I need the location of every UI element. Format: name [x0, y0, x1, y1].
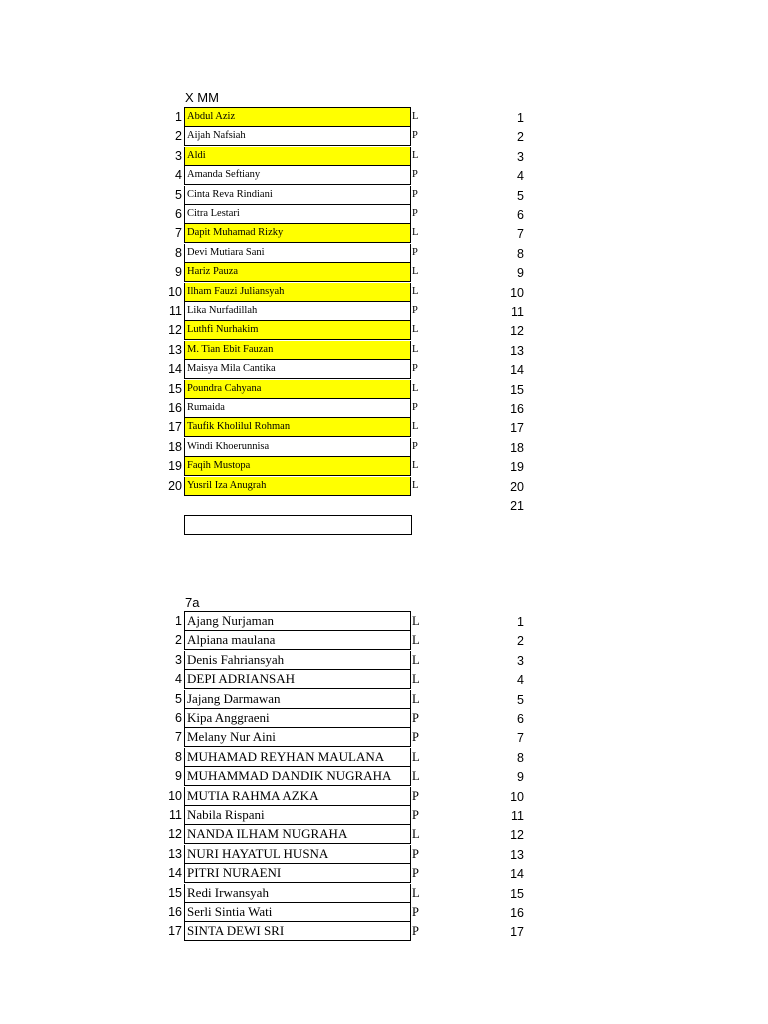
count-cell[interactable]: 5	[517, 692, 524, 707]
row-number: 14	[168, 866, 182, 881]
gender-cell[interactable]: P	[412, 169, 418, 181]
count-cell[interactable]: 1	[517, 111, 524, 125]
gender-cell[interactable]: P	[412, 846, 419, 861]
row-number: 17	[168, 420, 182, 435]
count-cell[interactable]: 2	[517, 130, 524, 145]
student-name-cell[interactable]: M. Tian Ebit Fauzan	[184, 341, 411, 360]
gender-cell[interactable]: P	[412, 730, 419, 745]
row-number: 10	[168, 284, 182, 299]
table-row	[0, 612, 768, 631]
count-cell[interactable]: 4	[517, 169, 524, 184]
row-number: 1	[175, 614, 182, 628]
gender-cell[interactable]: P	[412, 788, 419, 803]
row-number: 20	[168, 478, 182, 493]
table-row	[0, 806, 768, 825]
student-name-cell[interactable]: Serli Sintia Wati	[184, 903, 411, 922]
count-cell[interactable]: 9	[517, 266, 524, 281]
gender-cell[interactable]: L	[412, 227, 419, 239]
count-cell[interactable]: 15	[510, 886, 524, 901]
table-row	[0, 108, 768, 127]
student-name-cell[interactable]: Amanda Seftiany	[184, 166, 411, 185]
gender-cell[interactable]: L	[412, 749, 420, 764]
row-number: 9	[175, 265, 182, 280]
student-name-cell[interactable]: MUHAMMAD DANDIK NUGRAHA	[184, 767, 411, 786]
row-number: 15	[168, 381, 182, 396]
row-number: 3	[175, 652, 182, 667]
count-cell[interactable]: 3	[517, 149, 524, 164]
table-row	[0, 903, 768, 922]
table-row	[0, 748, 768, 767]
gender-cell[interactable]: P	[412, 246, 418, 258]
gender-cell[interactable]: L	[412, 479, 419, 491]
gender-cell[interactable]: P	[412, 440, 418, 452]
gender-cell[interactable]: L	[412, 672, 420, 687]
student-name-cell[interactable]: Aijah Nafsiah	[184, 127, 411, 146]
gender-cell[interactable]: L	[412, 421, 419, 433]
section-title: X MM	[185, 90, 219, 105]
table-row	[0, 399, 768, 418]
row-number: 16	[168, 905, 182, 919]
gender-cell[interactable]: L	[412, 324, 419, 336]
table-row	[0, 166, 768, 185]
row-number: 10	[168, 788, 182, 803]
table-row	[0, 418, 768, 437]
count-cell[interactable]: 13	[510, 343, 524, 358]
row-number: 18	[168, 439, 182, 454]
row-number: 11	[169, 808, 182, 822]
table-row	[0, 709, 768, 728]
table-row	[0, 341, 768, 360]
gender-cell[interactable]: L	[412, 885, 420, 900]
student-name-cell[interactable]: Yusril Iza Anugrah	[184, 477, 411, 496]
row-number: 11	[169, 304, 182, 318]
table-row	[0, 224, 768, 243]
student-name-cell[interactable]: Cinta Reva Rindiani	[184, 186, 411, 205]
table-row	[0, 186, 768, 205]
student-name-cell[interactable]: Alpiana maulana	[184, 631, 411, 650]
table-row	[0, 670, 768, 689]
gender-cell[interactable]: L	[412, 343, 419, 355]
student-name-cell[interactable]: Lika Nurfadillah	[184, 302, 411, 321]
row-number: 13	[168, 846, 182, 861]
count-cell[interactable]: 11	[511, 305, 524, 319]
student-name-cell[interactable]: Rumaida	[184, 399, 411, 418]
table-row	[0, 787, 768, 806]
count-cell[interactable]: 10	[510, 285, 524, 300]
row-number: 4	[175, 672, 182, 687]
gender-cell[interactable]: P	[412, 711, 419, 725]
table-row	[0, 922, 768, 941]
student-name-cell[interactable]: Windi Khoerunnisa	[184, 438, 411, 457]
row-number: 3	[175, 148, 182, 163]
gender-cell[interactable]: L	[412, 652, 420, 667]
student-name-cell[interactable]: Luthfi Nurhakim	[184, 321, 411, 340]
table-row	[0, 360, 768, 379]
table-row	[0, 321, 768, 340]
gender-cell[interactable]: L	[412, 614, 420, 628]
row-number: 16	[168, 401, 182, 415]
table-row	[0, 845, 768, 864]
student-name-cell[interactable]: Poundra Cahyana	[184, 380, 411, 399]
student-name-cell[interactable]: Kipa Anggraeni	[184, 709, 411, 728]
row-number: 14	[168, 362, 182, 377]
student-name-cell[interactable]: DEPI ADRIANSAH	[184, 670, 411, 689]
row-number: 8	[175, 749, 182, 764]
gender-cell[interactable]: P	[412, 130, 418, 142]
row-number: 9	[175, 769, 182, 784]
gender-cell[interactable]: L	[412, 111, 419, 122]
student-name-cell[interactable]: Jajang Darmawan	[184, 690, 411, 709]
table-row	[0, 884, 768, 903]
table-row	[0, 690, 768, 709]
row-number: 7	[175, 730, 182, 745]
gender-cell[interactable]: P	[412, 905, 419, 919]
table-row	[0, 127, 768, 146]
student-name-cell[interactable]: Redi Irwansyah	[184, 884, 411, 903]
table-row	[0, 302, 768, 321]
table-row	[0, 728, 768, 747]
gender-cell[interactable]: L	[412, 285, 419, 297]
count-cell[interactable]: 15	[510, 382, 524, 397]
empty-cell[interactable]	[184, 515, 412, 535]
row-number: 13	[168, 342, 182, 357]
student-name-cell[interactable]: Devi Mutiara Sani	[184, 244, 411, 263]
student-name-cell[interactable]: Abdul Aziz	[184, 107, 411, 127]
gender-cell[interactable]: P	[412, 924, 419, 939]
gender-cell[interactable]: L	[412, 460, 419, 472]
table-row	[0, 205, 768, 224]
count-cell[interactable]: 14	[510, 363, 524, 378]
gender-cell[interactable]: P	[412, 305, 418, 316]
count-cell[interactable]: 13	[510, 847, 524, 862]
student-name-cell[interactable]: Taufik Kholilul Rohman	[184, 418, 411, 437]
table-row	[0, 438, 768, 457]
row-number: 6	[175, 711, 182, 725]
table-row	[0, 767, 768, 786]
row-number: 2	[175, 129, 182, 144]
table-row	[0, 283, 768, 302]
count-cell[interactable]: 11	[511, 809, 524, 823]
gender-cell[interactable]: L	[412, 633, 420, 648]
count-cell[interactable]: 14	[510, 867, 524, 882]
section-title: 7a	[185, 595, 200, 610]
table-row	[0, 631, 768, 650]
count-cell[interactable]: 16	[510, 906, 524, 920]
gender-cell[interactable]: L	[412, 769, 420, 784]
count-cell[interactable]: 8	[517, 246, 524, 261]
student-name-cell[interactable]: Dapit Muhamad Rizky	[184, 224, 411, 243]
student-name-cell[interactable]: Ajang Nurjaman	[184, 611, 411, 631]
count-cell[interactable]: 7	[517, 227, 524, 242]
row-number: 15	[168, 885, 182, 900]
student-name-cell[interactable]: NANDA ILHAM NUGRAHA	[184, 825, 411, 844]
gender-cell[interactable]: P	[412, 208, 418, 219]
student-name-cell[interactable]: Aldi	[184, 147, 411, 166]
gender-cell[interactable]: P	[412, 188, 418, 200]
student-name-cell[interactable]: Melany Nur Aini	[184, 728, 411, 747]
student-name-cell[interactable]: Faqih Mustopa	[184, 457, 411, 476]
student-name-cell[interactable]: Citra Lestari	[184, 205, 411, 224]
table-row	[0, 477, 768, 496]
gender-cell[interactable]: L	[412, 827, 420, 842]
gender-cell[interactable]: L	[412, 691, 420, 706]
row-number: 7	[175, 226, 182, 241]
gender-cell[interactable]: L	[412, 382, 419, 394]
row-number: 6	[175, 207, 182, 221]
student-name-cell[interactable]: MUTIA RAHMA AZKA	[184, 787, 411, 806]
table-row	[0, 244, 768, 263]
count-cell[interactable]: 6	[517, 712, 524, 726]
gender-cell[interactable]: P	[412, 866, 419, 881]
student-name-cell[interactable]: MUHAMAD REYHAN MAULANA	[184, 748, 411, 767]
row-number: 19	[168, 459, 182, 474]
count-cell[interactable]: 17	[510, 925, 524, 940]
count-cell[interactable]: 12	[510, 828, 524, 843]
student-name-cell[interactable]: Ilham Fauzi Juliansyah	[184, 283, 411, 302]
count-cell[interactable]: 10	[510, 789, 524, 804]
count-cell[interactable]: 16	[510, 402, 524, 416]
table-row	[0, 263, 768, 282]
row-number: 5	[175, 187, 182, 202]
gender-cell[interactable]: P	[412, 402, 418, 413]
count-cell[interactable]: 3	[517, 653, 524, 668]
student-name-cell[interactable]: Maisya Mila Cantika	[184, 360, 411, 379]
count-cell[interactable]: 6	[517, 208, 524, 222]
row-number: 5	[175, 691, 182, 706]
count-cell[interactable]: 20	[510, 479, 524, 494]
gender-cell[interactable]: P	[412, 808, 419, 822]
extra-count: 21	[510, 499, 524, 513]
row-number: 1	[175, 110, 182, 124]
row-number: 4	[175, 168, 182, 183]
count-cell[interactable]: 8	[517, 750, 524, 765]
student-name-cell[interactable]: NURI HAYATUL HUSNA	[184, 845, 411, 864]
gender-cell[interactable]: L	[412, 149, 419, 161]
table-row	[0, 457, 768, 476]
row-number: 12	[168, 827, 182, 842]
count-cell[interactable]: 4	[517, 673, 524, 688]
count-cell[interactable]: 1	[517, 615, 524, 629]
count-cell[interactable]: 9	[517, 770, 524, 785]
row-number: 2	[175, 633, 182, 648]
table-row	[0, 825, 768, 844]
table-row	[0, 651, 768, 670]
student-name-cell[interactable]: SINTA DEWI SRI	[184, 922, 411, 941]
gender-cell[interactable]: P	[412, 363, 418, 375]
count-cell[interactable]: 17	[510, 421, 524, 436]
student-name-cell[interactable]: PITRI NURAENI	[184, 864, 411, 883]
row-number: 12	[168, 323, 182, 338]
row-number: 17	[168, 924, 182, 939]
count-cell[interactable]: 18	[510, 440, 524, 455]
table-row	[0, 864, 768, 883]
table-row	[0, 147, 768, 166]
student-name-cell[interactable]: Nabila Rispani	[184, 806, 411, 825]
table-row	[0, 380, 768, 399]
count-cell[interactable]: 19	[510, 460, 524, 475]
gender-cell[interactable]: L	[412, 266, 419, 278]
count-cell[interactable]: 2	[517, 634, 524, 649]
student-name-cell[interactable]: Hariz Pauza	[184, 263, 411, 282]
row-number: 8	[175, 245, 182, 260]
count-cell[interactable]: 12	[510, 324, 524, 339]
count-cell[interactable]: 5	[517, 188, 524, 203]
student-name-cell[interactable]: Denis Fahriansyah	[184, 651, 411, 670]
count-cell[interactable]: 7	[517, 731, 524, 746]
